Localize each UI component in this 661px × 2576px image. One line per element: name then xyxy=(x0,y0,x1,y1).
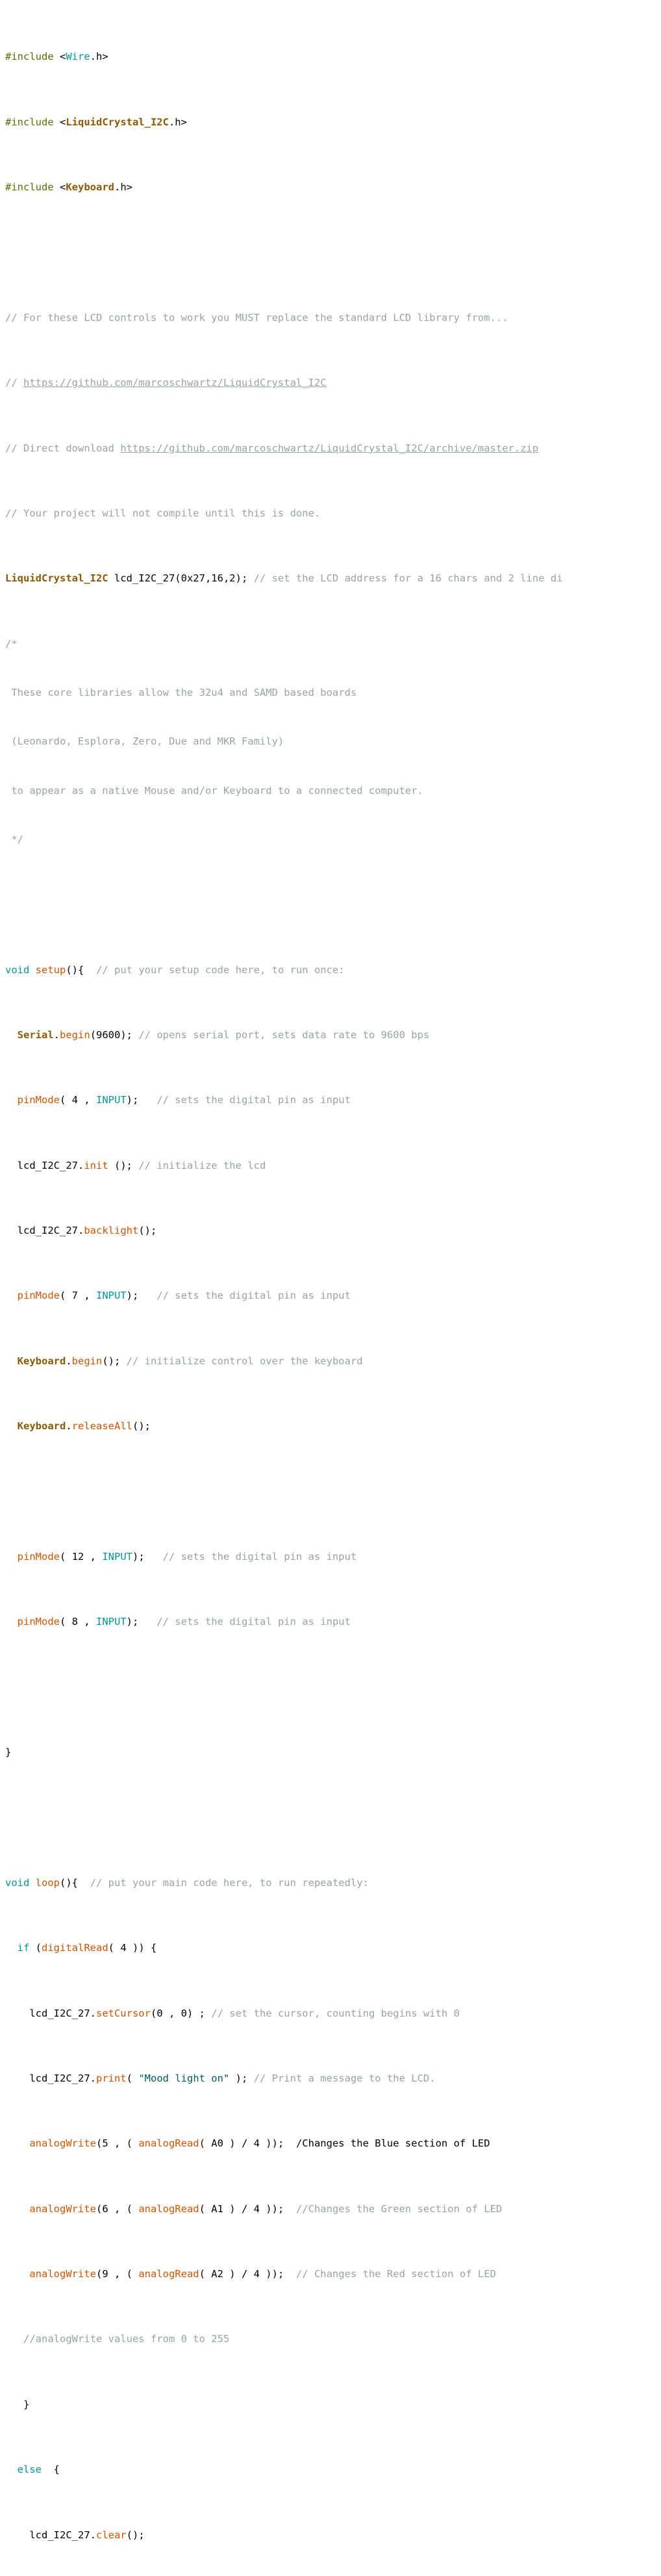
function-name: pinMode xyxy=(17,1616,60,1628)
comment: // sets the digital pin as input xyxy=(156,1094,351,1106)
code-line xyxy=(5,440,656,457)
preprocessor-directive: #include xyxy=(5,116,54,128)
blank-line xyxy=(5,1809,656,1826)
comment: // Direct download xyxy=(5,442,121,454)
code-line: Serial.begin(9600); // opens serial port, sets data rate to 9600 bps xyxy=(17,1028,430,1041)
class-name: Keyboard xyxy=(17,1355,66,1367)
function-name: begin xyxy=(71,1355,103,1367)
block-comment: (Leonardo, Esplora, Zero, Due and MKR Family) xyxy=(5,735,284,748)
include-target: LiquidCrystal_I2C xyxy=(66,116,169,128)
comment: // opens serial port, sets data rate to 9600 bps xyxy=(138,1028,430,1041)
code-line: else { xyxy=(17,2464,60,2476)
comment: // set the LCD address for a 16 chars and 2 line di xyxy=(253,572,563,585)
function-name: clear xyxy=(95,2529,127,2541)
comment: // Changes the Red section of LED xyxy=(295,2268,496,2280)
function-name: pinMode xyxy=(17,1094,60,1106)
code-line: analogWrite(6 , ( analogRead( A1 ) / 4 )); //Changes the Green section of LED xyxy=(29,2202,503,2215)
blank-line xyxy=(5,1484,656,1500)
comment: // put your setup code here, to run once: xyxy=(96,963,345,976)
function-name: analogRead xyxy=(138,2137,199,2150)
code-line: #include <LiquidCrystal_I2C.h> xyxy=(5,116,187,128)
code-line xyxy=(5,2331,656,2347)
comment: // sets the digital pin as input xyxy=(162,1550,357,1562)
function-name: analogRead xyxy=(138,2268,199,2280)
code-line: lcd_I2C_27.clear(); xyxy=(5,2529,145,2541)
code-line xyxy=(5,832,656,848)
keyword: if xyxy=(17,1942,30,1954)
code-line: lcd_I2C_27.setCursor(0 , 0) ; // set the cursor, counting begins with 0 xyxy=(5,2007,460,2019)
include-target: Wire xyxy=(66,51,90,63)
comment: // set the cursor, counting begins with 0 xyxy=(211,2007,460,2019)
code-line xyxy=(5,685,656,701)
comment: //analogWrite values from 0 to 255 xyxy=(23,2333,230,2345)
function-name: print xyxy=(95,2072,127,2084)
block-comment: These core libraries allow the 32u4 and SAMD based boards xyxy=(5,686,357,698)
function-name: digitalRead xyxy=(42,1942,108,1954)
class-name: LiquidCrystal_I2C xyxy=(5,572,108,585)
code-line: #include <Wire.h> xyxy=(5,51,108,63)
url-link[interactable]: https://github.com/marcoschwartz/LiquidCrystal_I2C xyxy=(23,377,327,389)
function-name: pinMode xyxy=(17,1290,60,1302)
code-line xyxy=(5,733,656,750)
code-line: pinMode( 12 , INPUT); // sets the digital pin as input xyxy=(17,1550,357,1562)
keyword: INPUT xyxy=(102,1550,132,1562)
preprocessor-directive: #include xyxy=(5,51,54,63)
block-comment: */ xyxy=(5,833,23,845)
code-line: analogWrite(9 , ( analogRead( A2 ) / 4 )); // Changes the Red section of LED xyxy=(29,2268,496,2280)
code-line: Keyboard.begin(); // initialize control over the keyboard xyxy=(17,1355,363,1367)
code-line: pinMode( 7 , INPUT); // sets the digital pin as input xyxy=(17,1290,351,1302)
comment: // Your project will not compile until this is done. xyxy=(5,507,321,519)
function-name: backlight xyxy=(84,1225,139,1237)
code-line xyxy=(5,505,656,522)
comment: // sets the digital pin as input xyxy=(156,1290,351,1302)
function-name: loop xyxy=(35,1876,60,1889)
comment: // initialize control over the keyboard xyxy=(126,1355,363,1367)
code-line: Keyboard.releaseAll(); xyxy=(17,1420,151,1433)
block-comment: to appear as a native Mouse and/or Keyboard to a connected computer. xyxy=(5,784,423,797)
include-target: Keyboard xyxy=(66,181,114,194)
code-line: } xyxy=(5,1746,12,1759)
code-line: #include <Keyboard.h> xyxy=(5,181,132,194)
class-name: Serial xyxy=(17,1028,54,1041)
comment: // initialize the lcd xyxy=(138,1159,266,1171)
code-line: } xyxy=(5,2398,30,2410)
function-name: pinMode xyxy=(17,1550,60,1562)
keyword: INPUT xyxy=(96,1290,127,1302)
code-line: pinMode( 4 , INPUT); // sets the digital pin as input xyxy=(17,1094,351,1106)
keyword: INPUT xyxy=(96,1094,127,1106)
function-name: analogWrite xyxy=(29,2137,96,2150)
code-line: void setup(){ // put your setup code here, to run once: xyxy=(5,963,345,976)
function-name: analogRead xyxy=(138,2202,199,2215)
code-line: lcd_I2C_27.init (); // initialize the lcd xyxy=(5,1159,266,1171)
code-line: pinMode( 8 , INPUT); // sets the digital pin as input xyxy=(17,1616,351,1628)
blank-line xyxy=(5,897,656,913)
function-name: begin xyxy=(60,1028,90,1041)
function-name: releaseAll xyxy=(71,1420,132,1433)
code-line: void loop(){ // put your main code here, to run repeatedly: xyxy=(5,1876,369,1889)
comment: // Print a message to the LCD. xyxy=(253,2072,436,2084)
class-name: Keyboard xyxy=(17,1420,66,1433)
block-comment: /* xyxy=(5,637,18,650)
code-line xyxy=(5,636,656,652)
keyword: INPUT xyxy=(96,1616,127,1628)
code-line: lcd_I2C_27.print( "Mood light on" ); // Print a message to the LCD. xyxy=(5,2072,436,2084)
function-name: analogWrite xyxy=(29,2202,96,2215)
code-line xyxy=(5,783,656,799)
function-name: analogWrite xyxy=(29,2268,96,2280)
url-link[interactable]: https://github.com/marcoschwartz/LiquidCrystal_I2C/archive/master.zip xyxy=(120,442,539,454)
blank-line xyxy=(5,1679,656,1696)
keyword: else xyxy=(17,2464,42,2476)
code-line xyxy=(5,375,656,391)
code-line: analogWrite(5 , ( analogRead( A0 ) / 4 )); /Changes the Blue section of LED xyxy=(29,2137,490,2150)
keyword: void xyxy=(5,1876,30,1889)
code-line: if (digitalRead( 4 )) { xyxy=(17,1942,157,1954)
keyword: void xyxy=(5,963,30,976)
comment: // xyxy=(5,377,23,389)
code-line: lcd_I2C_27.backlight(); xyxy=(5,1225,157,1237)
blank-line xyxy=(5,244,656,261)
comment: //Changes the Green section of LED xyxy=(295,2202,503,2215)
function-name: setCursor xyxy=(95,2007,151,2019)
function-name: setup xyxy=(35,963,66,976)
function-name: init xyxy=(84,1159,108,1171)
string-literal: "Mood light on" xyxy=(138,2072,230,2084)
comment: // For these LCD controls to work you MUST replace the standard LCD library from... xyxy=(5,311,508,324)
preprocessor-directive: #include xyxy=(5,181,54,194)
comment: // put your main code here, to run repeatedly: xyxy=(90,1876,369,1889)
comment: // sets the digital pin as input xyxy=(156,1616,351,1628)
code-line: LiquidCrystal_I2C lcd_I2C_27(0x27,16,2); // set the LCD address for a 16 chars and 2 line di xyxy=(5,572,563,585)
code-line xyxy=(5,310,656,326)
